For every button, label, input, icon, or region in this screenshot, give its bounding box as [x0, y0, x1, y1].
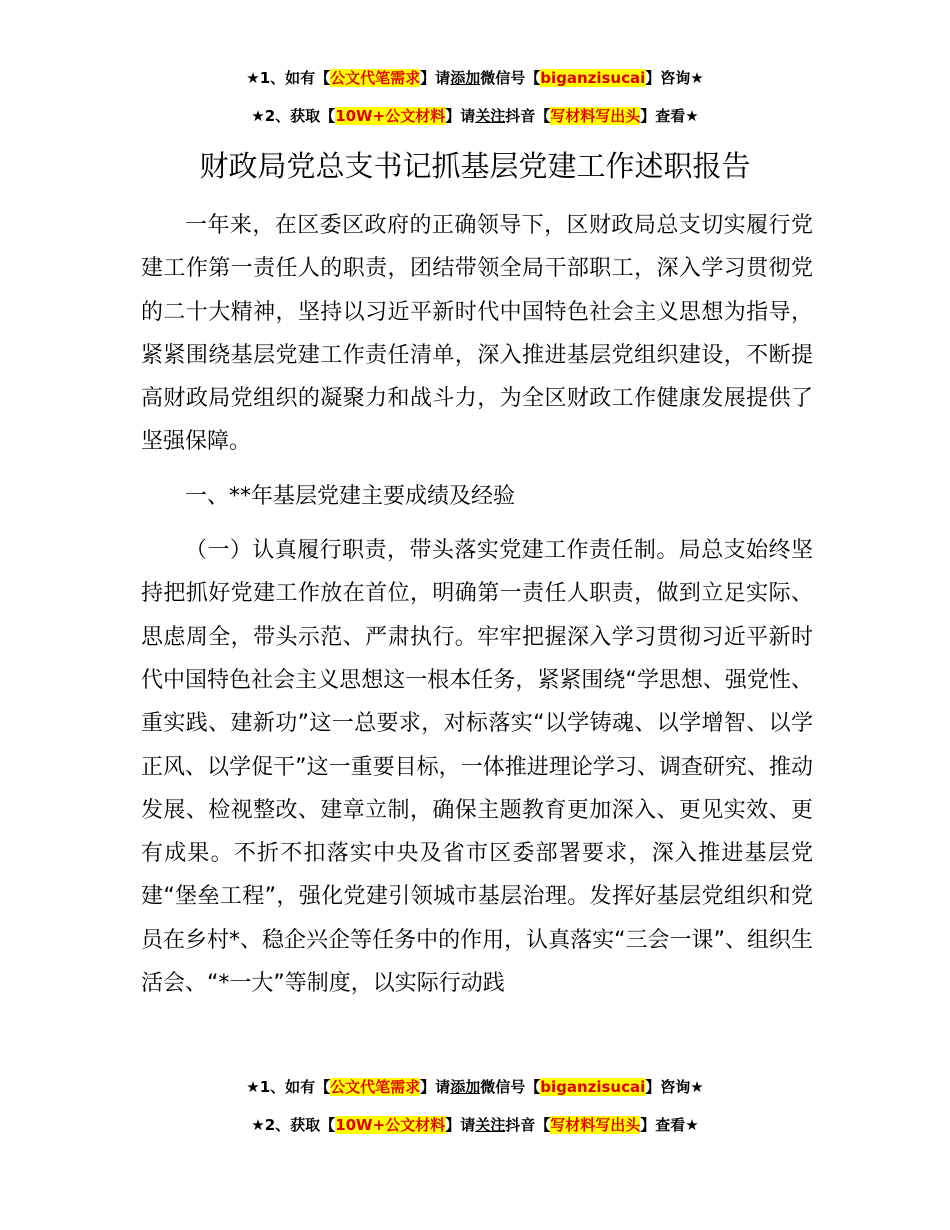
- document-body: [141, 204, 813, 1005]
- ad-highlight-wechat-id: biganzisucai: [540, 69, 646, 87]
- ad-text: ★2、获取【: [251, 107, 336, 125]
- ad-highlight-materials: 10W+公文材料: [335, 1116, 446, 1134]
- ad-text: 】咨询★: [645, 1078, 704, 1096]
- ad-text: 抖音【: [505, 107, 551, 125]
- ad-highlight-materials: 10W+公文材料: [335, 107, 446, 125]
- ad-highlight-service: 公文代笔需求: [330, 69, 421, 87]
- ad-text: 】咨询★: [645, 69, 704, 87]
- ad-underline-text: 添加: [450, 69, 481, 87]
- ad-underline-text: 添加: [450, 1078, 481, 1096]
- ad-text: 微信号【: [480, 69, 541, 87]
- ad-text: 抖音【: [505, 1116, 551, 1134]
- ad-text: ★1、如有【: [246, 1078, 331, 1096]
- ad-underline-text: 关注: [475, 107, 506, 125]
- ad-text: 】查看★: [640, 1116, 699, 1134]
- paragraph-1: （一）认真履行职责，带头落实党建工作责任制。局总支始终坚持把抓好党建工作放在首位，明确第一责任人职责，做到立足实际、思虑周全，带头示范、严肃执行。牢牢把握深入学习贯彻习近平新时代中国特色社会主义思想这一根本任务，紧紧围绕“学思想、强党性、重实践、建新功”这一总要求，对标落实“以学铸魂、以学增智、以学正风、以学促干”这一重要目标，一体推进理论学习、调查研究、推动发展、检视整改、建章立制，确保主题教育更加深入、更见实效、更有成果。不折不扣落实中央及省市区委部署要求，深入推进基层党建“堡垒工程”，强化党建引领城市基层治理。发挥好基层党组织和党员在乡村*、稳企兴企等任务中的作用，认真落实“三会一课”、组织生活会、“*一大”等制度，以实际行动践: [141, 538, 813, 997]
- ad-banner-top-line-2: [0, 104, 950, 128]
- ad-highlight-wechat-id: biganzisucai: [540, 1078, 646, 1096]
- ad-text: 】请: [445, 1116, 476, 1134]
- ad-text: 】请: [420, 1078, 451, 1096]
- ad-underline-text: 关注: [475, 1116, 506, 1134]
- ad-text: 微信号【: [480, 1078, 541, 1096]
- document-title: 财政局党总支书记抓基层党建工作述职报告: [199, 149, 751, 183]
- ad-text: 】查看★: [640, 107, 699, 125]
- ad-highlight-douyin-id: 写材料写出头: [550, 1116, 641, 1134]
- section-heading: 一、**年基层党建主要成绩及经验: [185, 483, 516, 509]
- ad-highlight-service: 公文代笔需求: [330, 1078, 421, 1096]
- ad-text: ★1、如有【: [246, 69, 331, 87]
- ad-text: 】请: [420, 69, 451, 87]
- ad-highlight-douyin-id: 写材料写出头: [550, 107, 641, 125]
- ad-banner-top-line-1: [0, 66, 950, 90]
- ad-banner-bottom-line-2: [0, 1113, 950, 1137]
- ad-text: ★2、获取【: [251, 1116, 336, 1134]
- ad-banner-bottom-line-1: [0, 1075, 950, 1099]
- paragraph-intro: 一年来，在区委区政府的正确领导下，区财政局总支切实履行党建工作第一责任人的职责，团结带领全局干部职工，深入学习贯彻党的二十大精神，坚持以习近平新时代中国特色社会主义思想为指导，紧紧围绕基层党建工作责任清单，深入推进基层党组织建设，不断提高财政局党组织的凝聚力和战斗力，为全区财政工作健康发展提供了坚强保障。: [141, 213, 813, 455]
- ad-text: 】请: [445, 107, 476, 125]
